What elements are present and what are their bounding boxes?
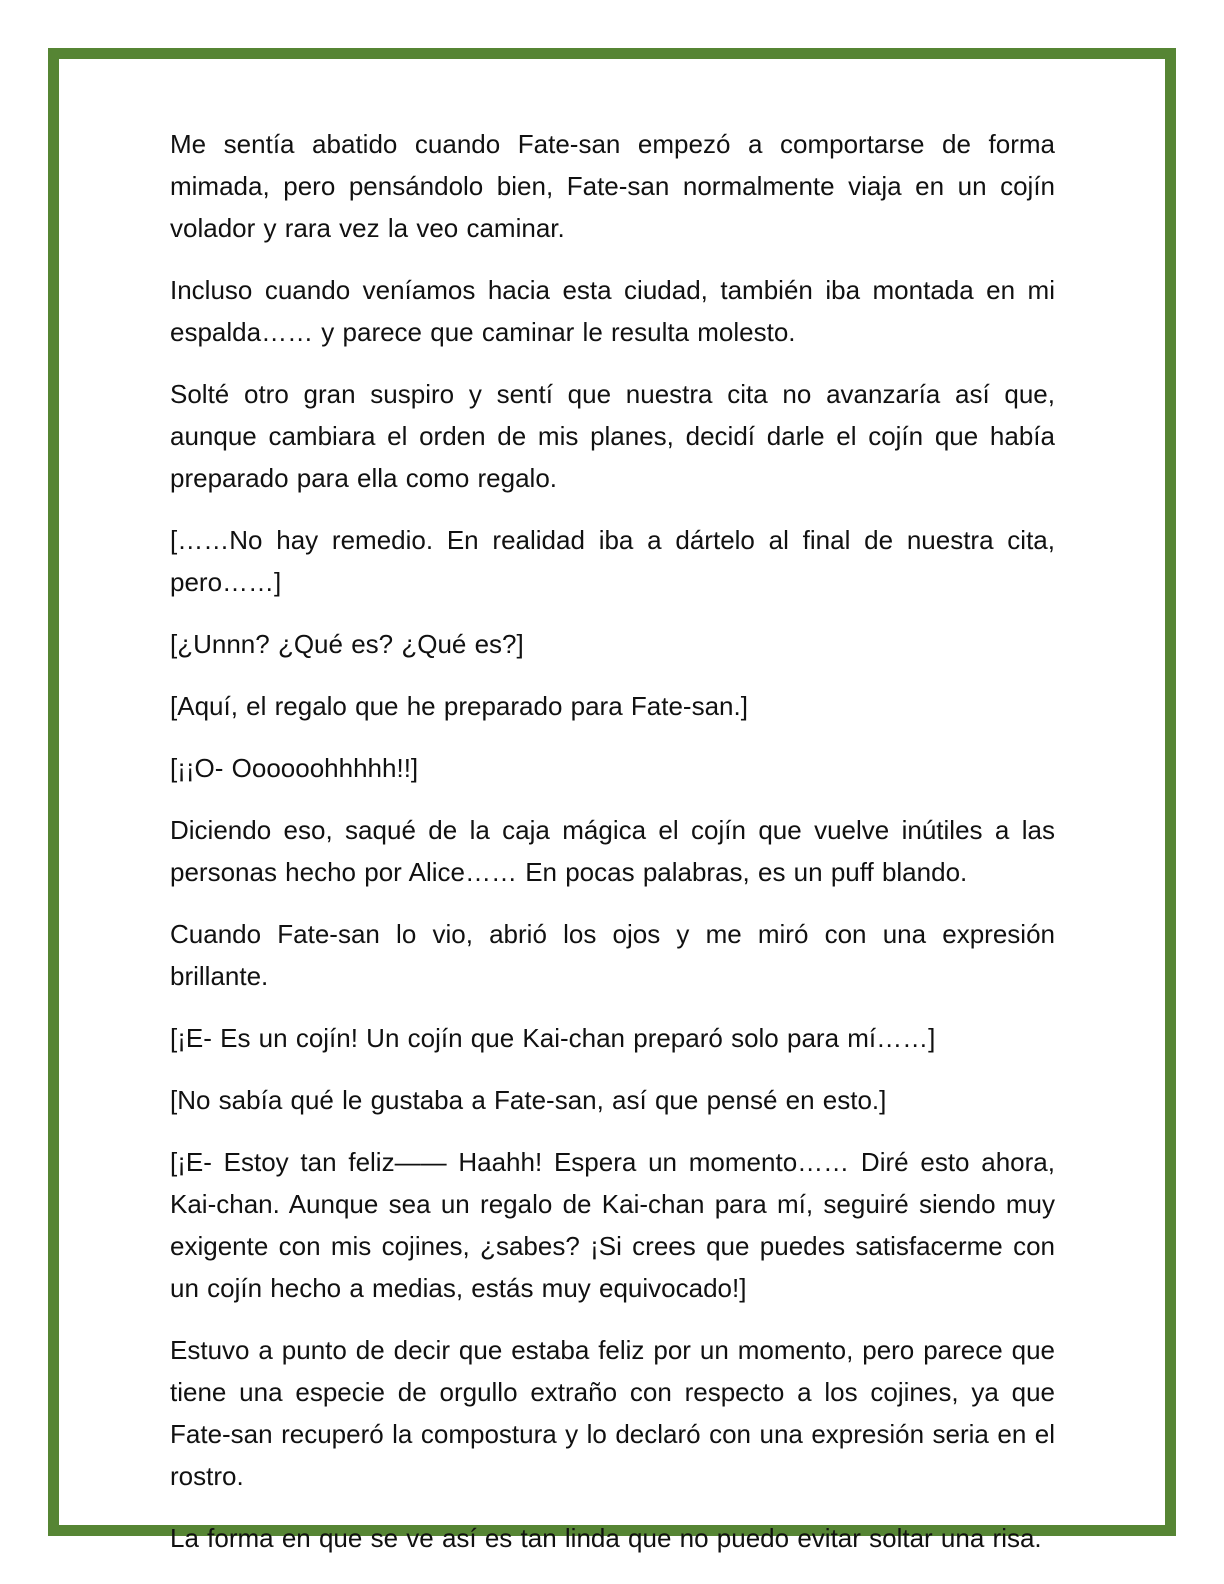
paragraph: Cuando Fate-san lo vio, abrió los ojos y me miró con una expresión brillante.: [170, 919, 1055, 991]
paragraph: Diciendo eso, saqué de la caja mágica el cojín que vuelve inútiles a las personas hecho por Alice…… En pocas palabras, es un puff blando.: [170, 815, 1055, 887]
paragraph: La forma en que se ve así es tan linda que no puedo evitar soltar una risa.: [170, 1523, 1042, 1553]
paragraph-dialogue: [¿Unnn? ¿Qué es? ¿Qué es?]: [170, 629, 524, 659]
paragraph-dialogue: [Aquí, el regalo que he preparado para Fate-san.]: [170, 691, 748, 721]
paragraph-dialogue: [¡E- Estoy tan feliz—— Haahh! Espera un momento…… Diré esto ahora, Kai-chan. Aunque sea un regalo de Kai-chan para mí, seguiré siendo muy exigente con mis cojines, ¿sabes? ¡Si crees que puedes satisfacerme con un cojín hecho a medias, estás muy equivocado!]: [170, 1147, 1055, 1303]
paragraph: Incluso cuando veníamos hacia esta ciudad, también iba montada en mi espalda…… y parece que caminar le resulta molesto.: [170, 275, 1055, 347]
page-border-frame: [48, 48, 1176, 1553]
paragraph: Me sentía abatido cuando Fate-san empezó a comportarse de forma mimada, pero pensándolo bien, Fate-san normalmente viaja en un cojín volador y rara vez la veo caminar.: [170, 129, 1055, 243]
paragraph-dialogue: [No sabía qué le gustaba a Fate-san, así que pensé en esto.]: [170, 1085, 887, 1115]
paragraph-dialogue: [¡¡O- Oooooohhhhh!!]: [170, 753, 419, 783]
paragraph: Estuvo a punto de decir que estaba feliz por un momento, pero parece que tiene una especie de orgullo extraño con respecto a los cojines, ya que Fate-san recuperó la compostura y lo declaró con una expresión seria en el rostro.: [170, 1335, 1055, 1491]
paragraph-dialogue: [……No hay remedio. En realidad iba a dártelo al final de nuestra cita, pero……]: [170, 525, 1055, 597]
document-text-body: [59, 59, 1165, 1559]
paragraph: Solté otro gran suspiro y sentí que nuestra cita no avanzaría así que, aunque cambiara el orden de mis planes, decidí darle el cojín que había preparado para ella como regalo.: [170, 379, 1055, 493]
paragraph-dialogue: [¡E- Es un cojín! Un cojín que Kai-chan preparó solo para mí……]: [170, 1023, 936, 1053]
